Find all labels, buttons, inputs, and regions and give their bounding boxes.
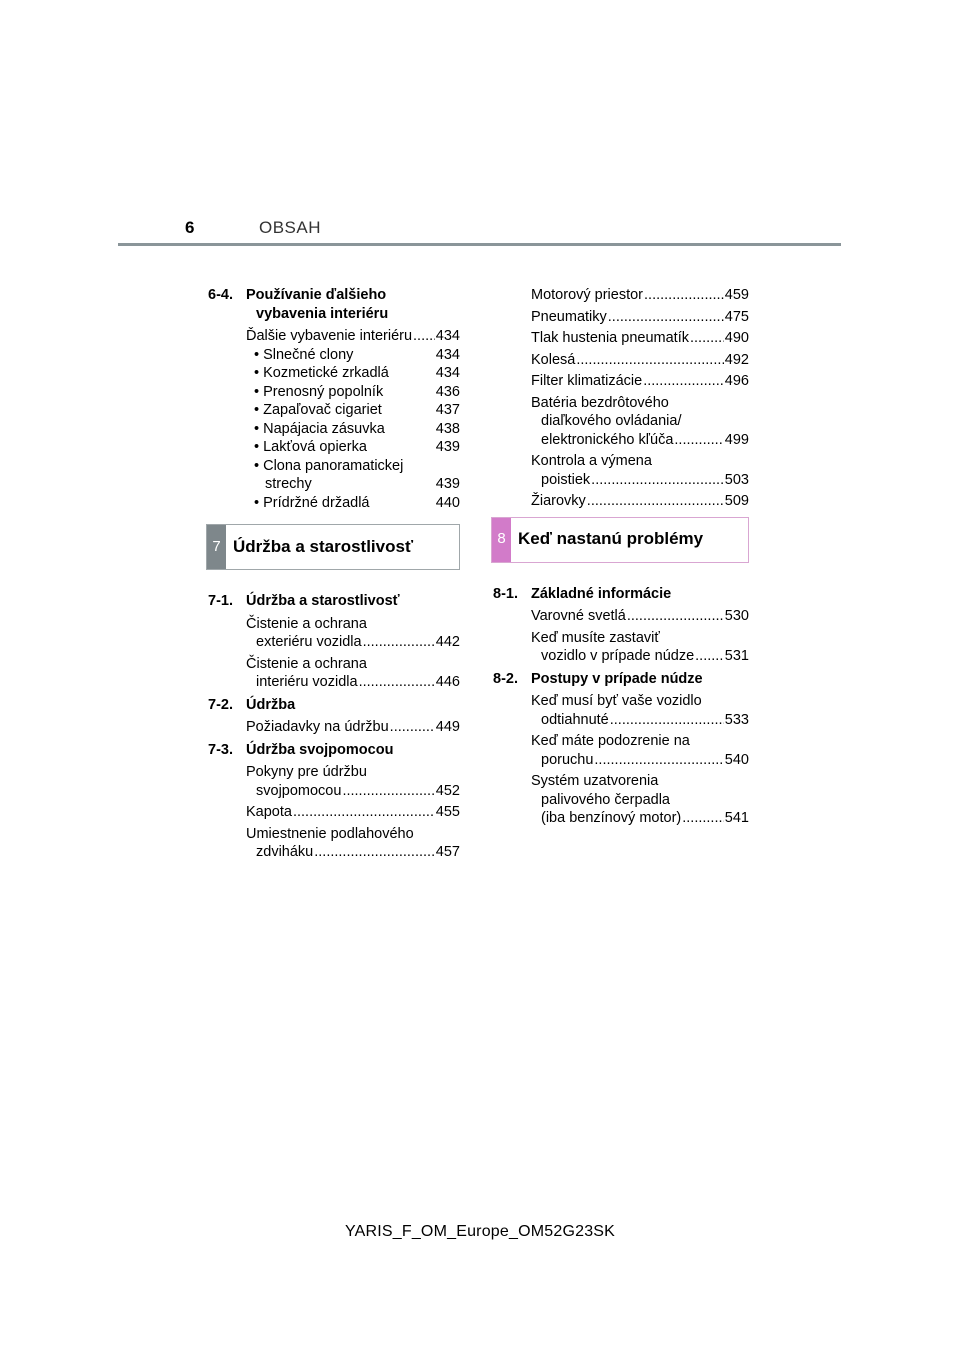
toc-subentry[interactable]: • Zapaľovač cigariet 437 [254, 402, 460, 418]
toc-subentry[interactable]: • Lakťová opierka 439 [254, 439, 460, 455]
toc-entry[interactable]: Kontrola a výmena poistiek ..... 503 [531, 452, 749, 489]
section-title: OBSAH [259, 218, 322, 237]
toc-entry[interactable]: Keď musí byť vaše vozidlo odtiahnuté ..... 533 [531, 692, 749, 729]
toc-section-7-1[interactable]: 7-1. Údržba a starostlivosť [208, 593, 400, 609]
section-title-line: vybavenia interiéru [256, 305, 389, 322]
toc-entry[interactable]: Žiarovky ..... 509 [531, 492, 749, 511]
page-number: 6 [185, 218, 195, 237]
chapter-8-box[interactable] [491, 517, 749, 563]
toc-entry[interactable]: Batéria bezdrôtového diaľkového ovládania/ elektronického kľúča ..... 499 [531, 394, 749, 450]
toc-section-6-4[interactable] [208, 286, 460, 323]
toc-left-column [208, 286, 460, 862]
toc-section-7-3[interactable]: 7-3. Údržba svojpomocou [208, 741, 394, 758]
chapter-title: Keď nastanú problémy [518, 529, 704, 549]
toc-entry[interactable]: Systém uzatvorenia palivového čerpadla (iba benzínový motor) ..... 541 [531, 772, 749, 828]
toc-entry[interactable]: Kolesá ..... 492 [531, 351, 749, 370]
document-code: YARIS_F_OM_Europe_OM52G23SK [344, 1223, 616, 1240]
toc-section-8-1[interactable]: 8-1. Základné informácie [493, 585, 672, 602]
chapter-7-box[interactable] [206, 524, 460, 570]
toc-entry[interactable]: Čistenie a ochrana exteriéru vozidla ..... 442 [246, 615, 460, 652]
chapter-title: Údržba a starostlivosť [233, 536, 414, 556]
toc-subentry[interactable]: • Prídržné držadlá 440 [254, 494, 460, 511]
toc-entry[interactable]: Keď máte podozrenie na poruchu ..... 540 [531, 732, 749, 769]
toc-entry[interactable] [246, 327, 460, 346]
toc-entry[interactable]: Kapota ..... 455 [246, 803, 460, 822]
toc-entry[interactable]: Požiadavky na údržbu ..... 449 [246, 718, 460, 737]
toc-entry[interactable]: Umiestnenie podlahového zdviháku ..... 457 [246, 825, 460, 862]
toc-entry[interactable]: Varovné svetlá ..... 530 [531, 607, 749, 626]
chapter-tab: 7 [207, 525, 226, 569]
toc-entry[interactable]: Pneumatiky ..... 475 [531, 308, 749, 327]
toc-entry[interactable]: Čistenie a ochrana interiéru vozidla ..... 446 [246, 655, 460, 692]
toc-entry[interactable]: Keď musíte zastaviť vozidlo v prípade núdze ..... 531 [531, 629, 749, 666]
toc-entry[interactable]: Tlak hustenia pneumatík ..... 490 [531, 329, 749, 348]
toc-right-column [493, 286, 749, 828]
section-number: 6-4. [208, 287, 233, 303]
toc-entry[interactable]: Motorový priestor ..... 459 [531, 286, 749, 305]
entry-page: 434 [435, 328, 460, 344]
toc-section-8-2[interactable]: 8-2. Postupy v prípade núdze [493, 670, 703, 687]
toc-subentry[interactable]: • Kozmetické zrkadlá 434 [254, 365, 460, 381]
section-title-line: Používanie ďalšieho [246, 287, 387, 303]
toc-subentry[interactable]: • Clona panoramatickej strechy 439 [254, 457, 460, 492]
toc-entry[interactable]: Filter klimatizácie ..... 496 [531, 372, 749, 391]
toc-subentry[interactable]: • Napájacia zásuvka 438 [254, 420, 460, 437]
toc-section-7-2[interactable]: 7-2. Údržba [208, 696, 296, 713]
entry-text: Ďalšie vybavenie interiéru [246, 328, 413, 344]
toc-entry[interactable]: Pokyny pre údržbu svojpomocou ..... 452 [246, 763, 460, 800]
toc-subentry[interactable]: • Prenosný popolník 436 [254, 383, 460, 400]
header-rule [118, 243, 841, 246]
toc-subentry[interactable]: • Slnečné clony 434 [254, 346, 460, 363]
chapter-tab: 8 [492, 518, 511, 562]
